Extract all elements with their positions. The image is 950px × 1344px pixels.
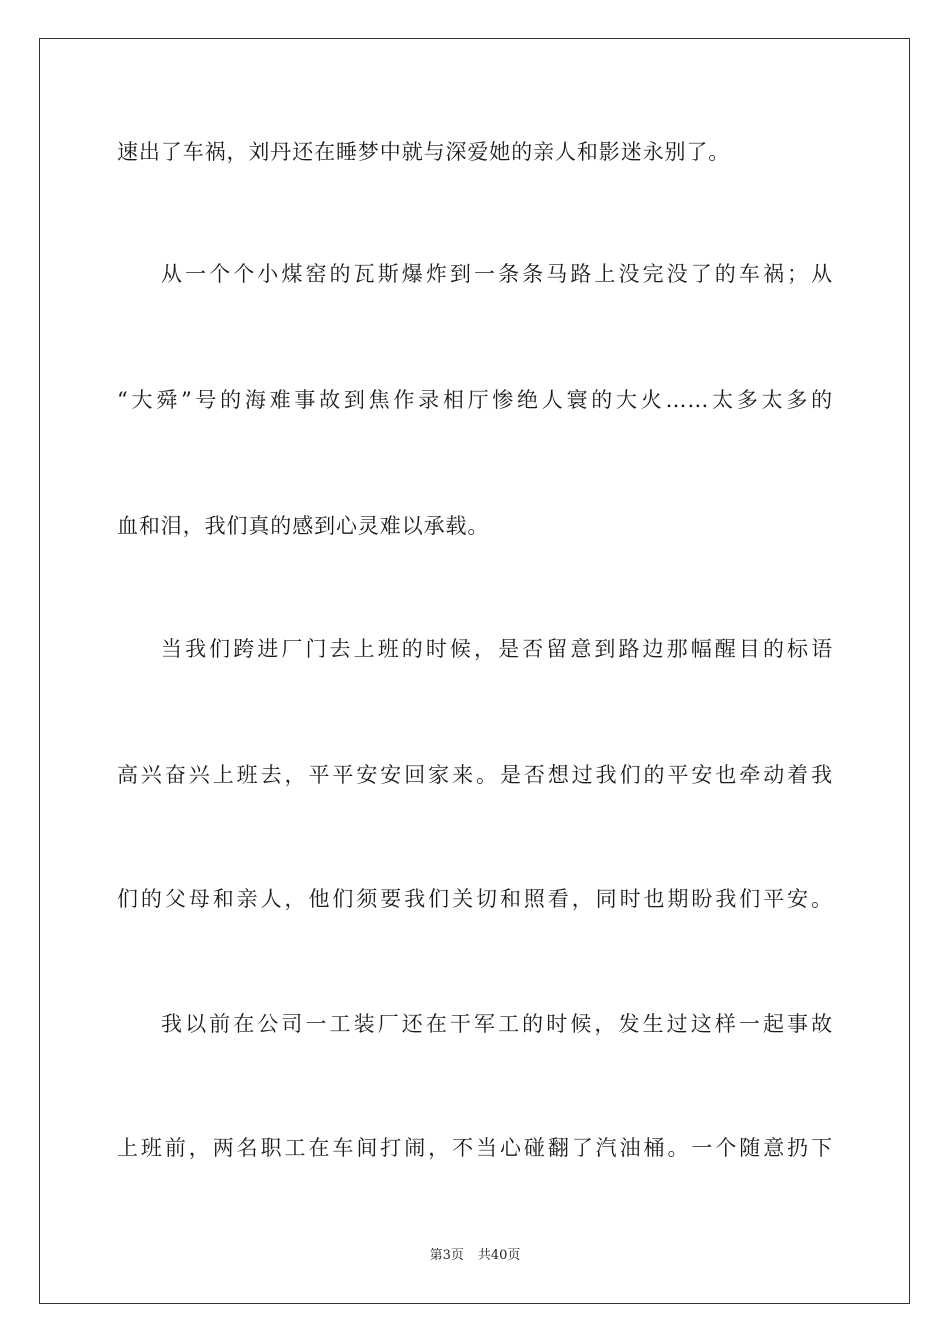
text-line-1: 速出了车祸，刘丹还在睡梦中就与深爱她的亲人和影迷永别了。 [117,140,731,164]
text-line-8: 我以前在公司一工装厂还在干军工的时候，发生过这样一起事故 [161,1012,833,1036]
text-line-5: 当我们跨进厂门去上班的时候，是否留意到路边那幅醒目的标语 [161,637,833,661]
text-line-3: “大舜”号的海难事故到焦作录相厅惨绝人寰的大火……太多太多的 [117,388,833,412]
page-total: 共40页 [477,1248,521,1263]
text-line-7: 们的父母和亲人，他们须要我们关切和照看，同时也期盼我们平安。 [117,887,833,911]
text-line-6: 高兴奋兴上班去，平平安安回家来。是否想过我们的平安也牵动着我 [117,763,833,787]
page-border [39,38,910,1304]
page-footer [0,1247,950,1265]
text-line-2: 从一个个小煤窑的瓦斯爆炸到一条条马路上没完没了的车祸；从 [161,262,833,286]
text-line-9: 上班前，两名职工在车间打闹，不当心碰翻了汽油桶。一个随意扔下 [117,1136,833,1160]
text-line-4: 血和泪，我们真的感到心灵难以承载。 [117,514,490,538]
page-number: 第3页 [429,1248,464,1263]
